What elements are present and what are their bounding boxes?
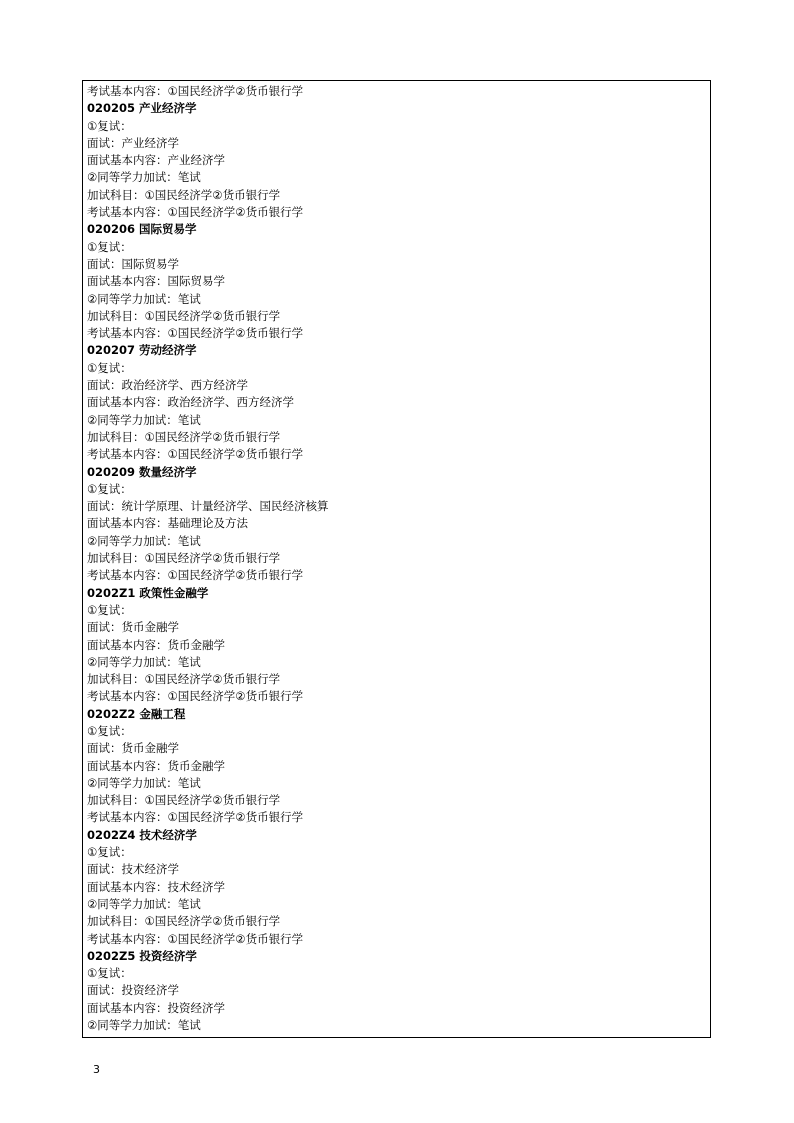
text-line: 考试基本内容：①国民经济学②货币银行学 [87, 931, 304, 946]
text-line: ①复试： [87, 845, 132, 860]
content-table-cell [82, 80, 711, 1038]
document-body [87, 83, 706, 1034]
text-line: 考试基本内容：①国民经济学②货币银行学 [87, 810, 304, 825]
text-line: 面试：投资经济学 [87, 983, 179, 998]
text-line: ②同等学力加试：笔试 [87, 896, 201, 911]
text-line: 加试科目：①国民经济学②货币银行学 [87, 793, 281, 808]
text-line: ②同等学力加试：笔试 [87, 775, 201, 790]
text-line: ②同等学力加试：笔试 [87, 533, 201, 548]
page-number: 3 [93, 1063, 100, 1076]
section-heading: 020206 国际贸易学 [87, 222, 197, 237]
text-line: 考试基本内容：①国民经济学②货币银行学 [87, 689, 304, 704]
section-heading: 0202Z2 金融工程 [87, 706, 186, 721]
section-heading: 0202Z5 投资经济学 [87, 948, 197, 963]
text-line: ②同等学力加试：笔试 [87, 1018, 201, 1033]
text-line: ①复试： [87, 966, 132, 981]
text-line: 面试基本内容：货币金融学 [87, 758, 225, 773]
text-line: 加试科目：①国民经济学②货币银行学 [87, 308, 281, 323]
text-line: ①复试： [87, 239, 132, 254]
text-line: 考试基本内容：①国民经济学②货币银行学 [87, 447, 304, 462]
text-line: ②同等学力加试：笔试 [87, 654, 201, 669]
text-line: 面试基本内容：投资经济学 [87, 1000, 225, 1015]
text-line: 面试：货币金融学 [87, 741, 179, 756]
section-heading: 0202Z1 政策性金融学 [87, 585, 209, 600]
text-line: 面试：统计学原理、计量经济学、国民经济核算 [87, 499, 329, 514]
text-line: ①复试： [87, 723, 132, 738]
text-line: 考试基本内容：①国民经济学②货币银行学 [87, 205, 304, 220]
text-line: 加试科目：①国民经济学②货币银行学 [87, 551, 281, 566]
text-line: 考试基本内容：①国民经济学②货币银行学 [87, 568, 304, 583]
section-heading: 020209 数量经济学 [87, 464, 197, 479]
text-line: 面试：政治经济学、西方经济学 [87, 378, 248, 393]
text-line: 面试：国际贸易学 [87, 256, 179, 271]
text-line: 面试基本内容：技术经济学 [87, 879, 225, 894]
text-line: 加试科目：①国民经济学②货币银行学 [87, 672, 281, 687]
text-line: ②同等学力加试：笔试 [87, 412, 201, 427]
text-line: 加试科目：①国民经济学②货币银行学 [87, 187, 281, 202]
text-line: 考试基本内容：①国民经济学②货币银行学 [87, 84, 304, 98]
text-line: 面试：技术经济学 [87, 862, 179, 877]
text-line: 面试：货币金融学 [87, 620, 179, 635]
text-line: ②同等学力加试：笔试 [87, 291, 201, 306]
text-line: 面试基本内容：国际贸易学 [87, 274, 225, 289]
text-line: 面试基本内容：基础理论及方法 [87, 516, 248, 531]
text-line: 面试基本内容：产业经济学 [87, 153, 225, 168]
text-line: 加试科目：①国民经济学②货币银行学 [87, 914, 281, 929]
text-line: 加试科目：①国民经济学②货币银行学 [87, 429, 281, 444]
section-heading: 0202Z4 技术经济学 [87, 827, 197, 842]
section-heading: 020205 产业经济学 [87, 101, 197, 116]
text-line: ①复试： [87, 360, 132, 375]
text-line: ①复试： [87, 118, 132, 133]
text-line: 面试：产业经济学 [87, 135, 179, 150]
text-line: ①复试： [87, 481, 132, 496]
section-heading: 020207 劳动经济学 [87, 343, 197, 358]
text-line: 考试基本内容：①国民经济学②货币银行学 [87, 326, 304, 341]
text-line: 面试基本内容：政治经济学、西方经济学 [87, 395, 294, 410]
text-line: 面试基本内容：货币金融学 [87, 637, 225, 652]
text-line: ①复试： [87, 602, 132, 617]
text-line: ②同等学力加试：笔试 [87, 170, 201, 185]
